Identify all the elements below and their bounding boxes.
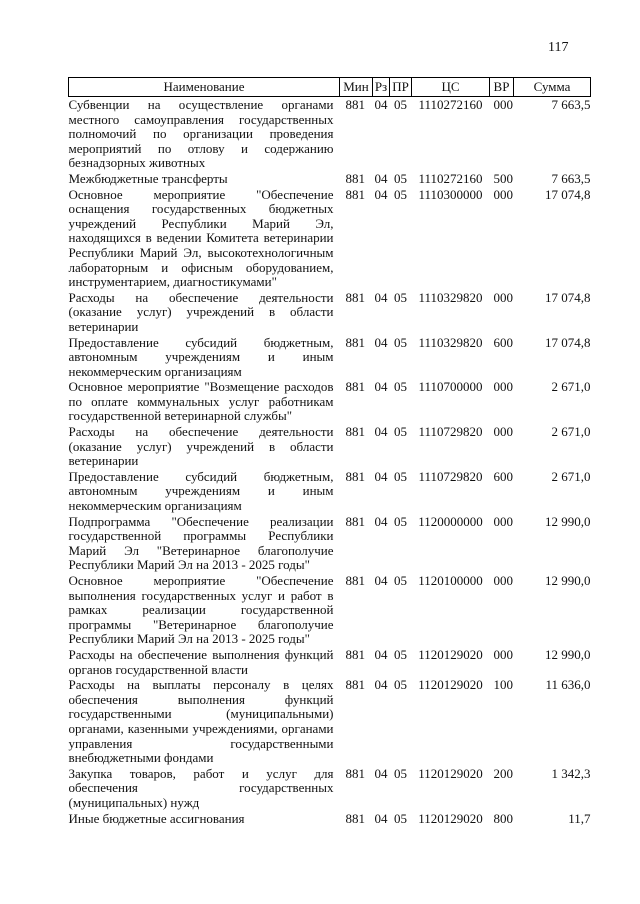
header-pr: ПР	[390, 78, 412, 97]
cell-cs: 1110272160	[418, 97, 483, 112]
cell-min: 881	[345, 765, 365, 781]
table-row	[69, 379, 591, 424]
cell-min: 881	[345, 468, 365, 484]
cell-rz: 04	[374, 513, 388, 529]
cell-sum: 2 671,0	[551, 424, 591, 440]
header-rz: Рз	[373, 78, 390, 97]
cell-name: Субвенции на осуществление органами местного самоуправления государственных полномочий по организации проведения мероприятий по отлову и содержанию безнадзорных животных	[68, 97, 334, 171]
cell-vr: 000	[493, 573, 513, 588]
cell-sum: 11 636,0	[545, 677, 591, 693]
cell-vr: 000	[493, 379, 513, 395]
cell-rz: 04	[374, 573, 388, 588]
cell-name: Предоставление субсидий бюджетным, автономным учреждениям и иным некоммерческим организациям	[68, 468, 334, 514]
cell-rz: 04	[374, 170, 388, 186]
cell-pr: 05	[394, 513, 407, 529]
cell-min: 881	[345, 379, 365, 395]
cell-pr: 05	[394, 289, 407, 305]
cell-vr: 000	[493, 513, 513, 529]
table-row	[69, 187, 591, 290]
table-row	[69, 171, 591, 187]
cell-cs: 1120129020	[418, 677, 483, 693]
cell-min: 881	[345, 677, 365, 693]
cell-sum: 12 990,0	[545, 513, 591, 529]
table-row	[69, 335, 591, 380]
cell-vr: 000	[493, 186, 513, 202]
cell-cs: 1110329820	[418, 334, 483, 350]
table-row	[69, 573, 591, 647]
cell-cs: 1110272160	[418, 170, 483, 186]
cell-cs: 1120129020	[418, 810, 483, 826]
cell-vr: 100	[493, 677, 513, 693]
table-row	[69, 97, 591, 171]
cell-name: Предоставление субсидий бюджетным, автономным учреждениям и иным некоммерческим организациям	[68, 334, 334, 379]
cell-name: Основное мероприятие "Обеспечение выполнения государственных услуг и работ в рамках реализации государственной программы "Ветеринарное благополучие Республики Марий Эл на 2013 - 2025 годы"	[68, 573, 334, 647]
cell-pr: 05	[394, 424, 407, 440]
cell-rz: 04	[374, 677, 388, 693]
page-number: 117	[548, 40, 569, 55]
cell-pr: 05	[394, 810, 407, 826]
cell-sum: 12 990,0	[545, 573, 591, 588]
cell-name: Расходы на обеспечение выполнения функций органов государственной власти	[68, 646, 334, 677]
cell-sum: 17 074,8	[545, 186, 591, 202]
cell-min: 881	[345, 334, 365, 350]
cell-vr: 600	[493, 334, 513, 350]
header-cs: ЦС	[412, 78, 490, 97]
cell-name: Расходы на обеспечение деятельности (оказание услуг) учреждений в области ветеринарии	[68, 424, 334, 469]
cell-sum: 2 671,0	[551, 468, 591, 484]
cell-min: 881	[345, 424, 365, 440]
cell-cs: 1110729820	[418, 468, 483, 484]
cell-pr: 05	[394, 334, 407, 350]
cell-name: Иные бюджетные ассигнования	[68, 810, 245, 826]
budget-table	[68, 77, 591, 826]
cell-name: Расходы на выплаты персоналу в целях обеспечения выполнения функций государственными (муниципальными) органами, казенными учреждениями, органами управления государственными внебюджетными фондами	[68, 677, 334, 766]
cell-min: 881	[345, 646, 365, 662]
cell-name: Основное мероприятие "Обеспечение оснащения государственных бюджетных учреждений Республики Марий Эл, находящихся в ведении Комитета ветеринарии Республики Марий Эл, высокотехнологичным лабораторным и офисным оборудованием, инструментарием, диагностикумами"	[68, 186, 334, 290]
cell-vr: 600	[493, 468, 513, 484]
cell-sum: 17 074,8	[545, 334, 591, 350]
table-row	[69, 290, 591, 335]
cell-cs: 1120000000	[418, 513, 483, 529]
cell-pr: 05	[394, 573, 407, 588]
cell-cs: 1110700000	[418, 379, 483, 395]
cell-name: Межбюджетные трансферты	[68, 170, 228, 186]
cell-rz: 04	[374, 289, 388, 305]
cell-min: 881	[345, 97, 365, 112]
cell-cs: 1110300000	[418, 186, 483, 202]
cell-vr: 200	[493, 765, 513, 781]
header-name: Наименование	[69, 78, 340, 97]
table-row	[69, 424, 591, 469]
table-row	[69, 811, 591, 827]
header-min: Мин	[340, 78, 373, 97]
cell-cs: 1110329820	[418, 289, 483, 305]
cell-pr: 05	[394, 186, 407, 202]
cell-min: 881	[345, 513, 365, 529]
cell-vr: 000	[493, 424, 513, 440]
cell-min: 881	[345, 170, 365, 186]
cell-vr: 000	[493, 646, 513, 662]
table-row	[69, 469, 591, 514]
cell-rz: 04	[374, 186, 388, 202]
cell-sum: 11,7	[568, 810, 591, 826]
cell-cs: 1120129020	[418, 646, 483, 662]
table-row	[69, 514, 591, 573]
cell-cs: 1120129020	[418, 765, 483, 781]
cell-rz: 04	[374, 468, 388, 484]
header-sum: Сумма	[514, 78, 591, 97]
cell-sum: 17 074,8	[545, 289, 591, 305]
table-row	[69, 766, 591, 811]
cell-vr: 800	[493, 810, 513, 826]
table-header	[69, 78, 591, 97]
cell-rz: 04	[374, 646, 388, 662]
cell-rz: 04	[374, 379, 388, 395]
cell-sum: 7 663,5	[551, 170, 591, 186]
cell-min: 881	[345, 810, 365, 826]
cell-name: Подпрограмма "Обеспечение реализации государственной программы Республики Марий Эл "Ветеринарное благополучие Республики Марий Эл на 2013 - 2025 годы"	[68, 513, 334, 573]
cell-pr: 05	[394, 765, 407, 781]
cell-vr: 500	[493, 170, 513, 186]
table-row	[69, 677, 591, 766]
cell-rz: 04	[374, 334, 388, 350]
cell-rz: 04	[374, 765, 388, 781]
cell-name: Расходы на обеспечение деятельности (оказание услуг) учреждений в области ветеринарии	[68, 289, 334, 334]
cell-pr: 05	[394, 646, 407, 662]
cell-sum: 1 342,3	[551, 765, 591, 781]
cell-sum: 2 671,0	[551, 379, 591, 395]
cell-cs: 1120100000	[418, 573, 483, 588]
cell-vr: 000	[493, 289, 513, 305]
cell-rz: 04	[374, 424, 388, 440]
cell-pr: 05	[394, 170, 407, 186]
cell-rz: 04	[374, 810, 388, 826]
cell-pr: 05	[394, 379, 407, 395]
cell-min: 881	[345, 289, 365, 305]
cell-min: 881	[345, 186, 365, 202]
cell-sum: 12 990,0	[545, 646, 591, 662]
cell-sum: 7 663,5	[551, 97, 591, 112]
cell-pr: 05	[394, 97, 407, 112]
cell-rz: 04	[374, 97, 388, 112]
cell-name: Основное мероприятие "Возмещение расходов по оплате коммунальных услуг работникам государственной ветеринарной службы"	[68, 379, 334, 424]
cell-vr: 000	[493, 97, 513, 112]
cell-pr: 05	[394, 468, 407, 484]
cell-min: 881	[345, 573, 365, 588]
cell-pr: 05	[394, 677, 407, 693]
table-body	[69, 97, 591, 827]
cell-cs: 1110729820	[418, 424, 483, 440]
table-row	[69, 647, 591, 677]
cell-name: Закупка товаров, работ и услуг для обеспечения государственных (муниципальных) нужд	[68, 765, 334, 810]
header-vr: ВР	[490, 78, 514, 97]
